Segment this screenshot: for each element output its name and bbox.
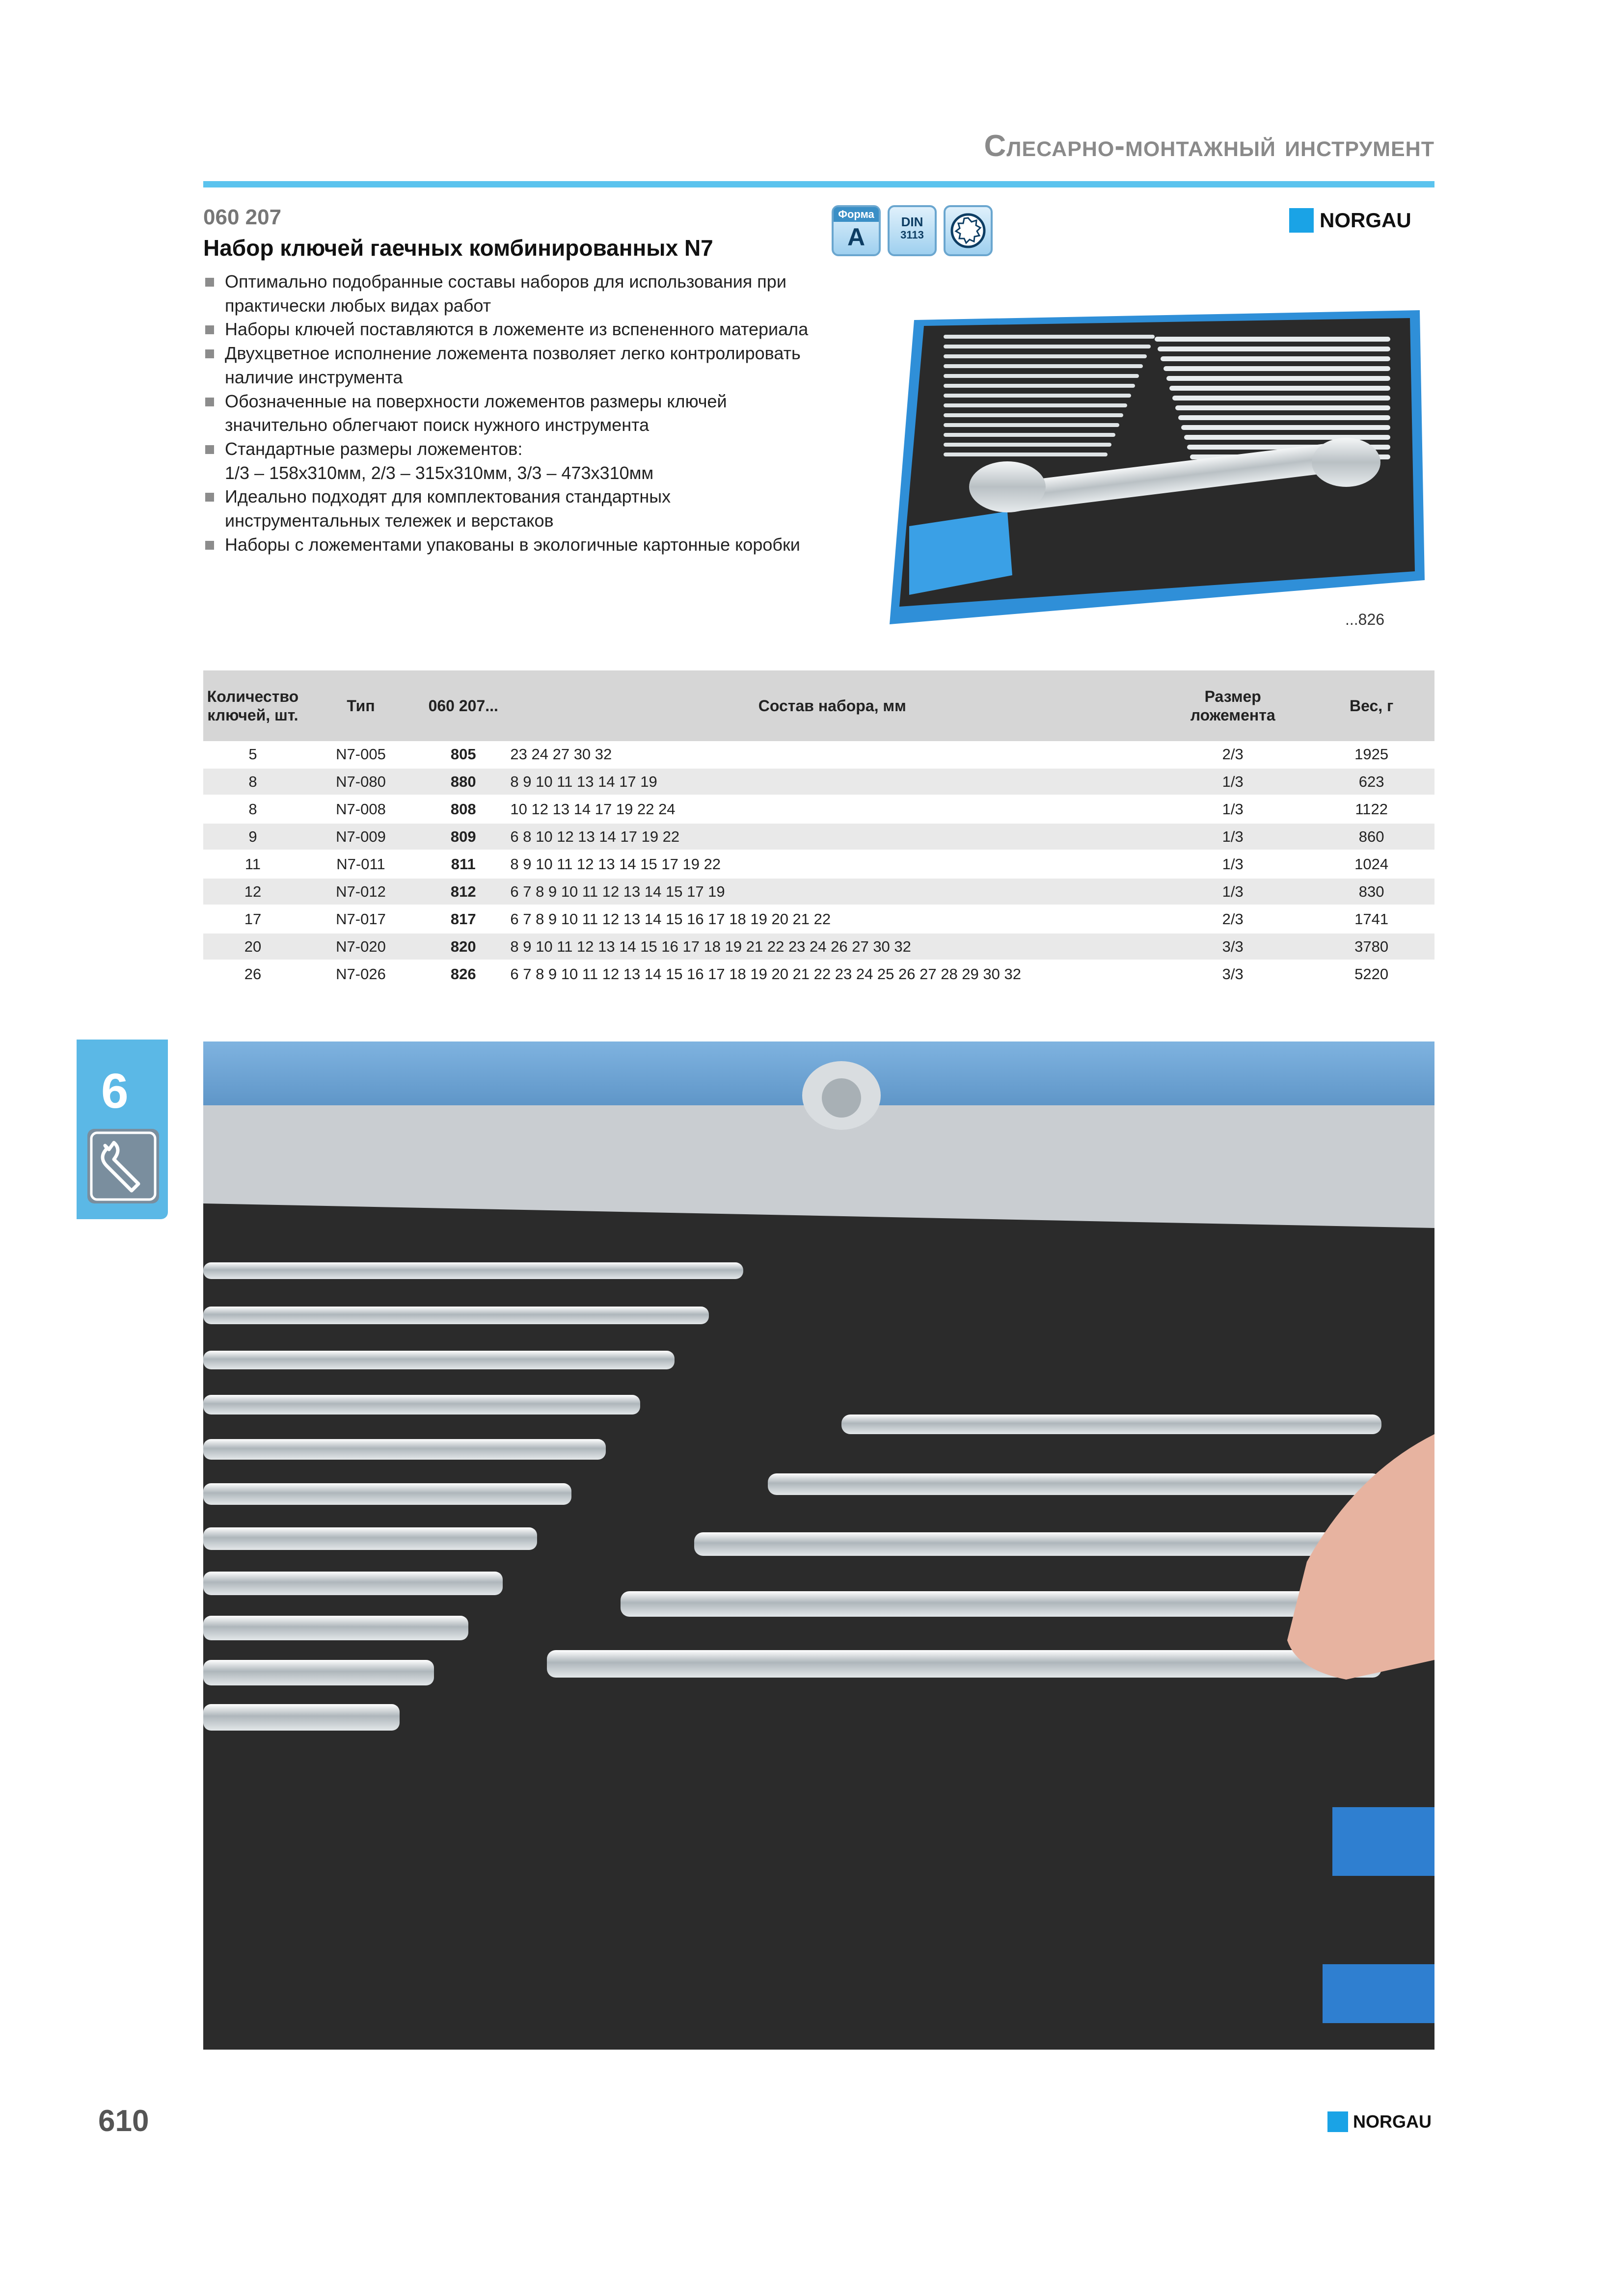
- cell-tray-size: 3/3: [1157, 961, 1308, 988]
- cell-weight: 1741: [1308, 906, 1434, 933]
- feature-item: Наборы с ложементами упакованы в экологичные картонные коробки: [203, 533, 817, 557]
- cell-qty: 11: [203, 851, 302, 878]
- cell-weight: 623: [1308, 768, 1434, 796]
- cell-set: 6 7 8 9 10 11 12 13 14 15 16 17 18 19 20 21 22 23 24 25 26 27 28 29 30 32: [507, 961, 1157, 988]
- tray-wrench: [944, 364, 1143, 368]
- cell-type: N7-080: [302, 768, 419, 796]
- brand-square-icon: [1289, 208, 1314, 233]
- tray-wrench: [1178, 415, 1390, 420]
- cell-type: N7-017: [302, 906, 419, 933]
- brand-square-icon: [1327, 2111, 1348, 2132]
- cell-type: N7-020: [302, 933, 419, 961]
- article-number: 060 207: [203, 205, 282, 229]
- spec-table: [203, 670, 1434, 988]
- brand-name: NORGAU: [1320, 209, 1411, 232]
- cell-qty: 8: [203, 768, 302, 796]
- header-weight: Вес, г: [1308, 670, 1434, 741]
- tray-wrench: [1172, 396, 1390, 400]
- table-header-row: [203, 670, 1434, 741]
- form-badge-value: A: [847, 223, 866, 251]
- photo-wrench: [203, 1395, 640, 1415]
- cell-tray-size: 1/3: [1157, 823, 1308, 851]
- photo-wrench: [621, 1591, 1381, 1617]
- cell-weight: 860: [1308, 823, 1434, 851]
- din-badge: [888, 205, 937, 256]
- cell-type: N7-009: [302, 823, 419, 851]
- tray-wrench: [1158, 347, 1390, 351]
- section-title: Слесарно-монтажный инструмент: [984, 129, 1434, 163]
- cell-type: N7-008: [302, 796, 419, 823]
- product-title: Набор ключей гаечных комбинированных N7: [203, 235, 713, 261]
- din-badge-line1: DIN: [901, 214, 923, 229]
- header-tray-size: Размер ложемента: [1157, 670, 1308, 741]
- photo-caption: ...826: [1345, 611, 1385, 628]
- cell-code: 880: [419, 768, 507, 796]
- cell-code: 809: [419, 823, 507, 851]
- table-row: [203, 823, 1434, 851]
- cell-set: 8 9 10 11 13 14 17 19: [507, 768, 1157, 796]
- cell-qty: 8: [203, 796, 302, 823]
- tray-wrench: [1161, 356, 1390, 361]
- feature-list: [203, 270, 817, 557]
- table-row: [203, 961, 1434, 988]
- photo-wrench: [841, 1415, 1381, 1434]
- cell-set: 6 7 8 9 10 11 12 13 14 15 17 19: [507, 878, 1157, 906]
- table-row: [203, 796, 1434, 823]
- table-row: [203, 741, 1434, 768]
- cell-set: 6 7 8 9 10 11 12 13 14 15 16 17 18 19 20 21 22: [507, 906, 1157, 933]
- table-row: [203, 851, 1434, 878]
- cell-tray-size: 2/3: [1157, 741, 1308, 768]
- header-rule: [203, 181, 1434, 187]
- cell-set: 10 12 13 14 17 19 22 24: [507, 796, 1157, 823]
- cell-code: 805: [419, 741, 507, 768]
- tray-wrench: [1166, 376, 1390, 381]
- tray-wrench: [944, 345, 1151, 348]
- tray-wrench: [944, 453, 1108, 456]
- tray-wrench: [1184, 435, 1390, 440]
- main-photo: [203, 1041, 1434, 2050]
- 12-point-ring-icon: [946, 207, 991, 254]
- din-badge-line2: 3113: [900, 229, 924, 241]
- tray-product-photo: [880, 300, 1434, 632]
- photo-wrench: [694, 1532, 1381, 1556]
- table-row: [203, 933, 1434, 961]
- cell-code: 808: [419, 796, 507, 823]
- tray-wrench: [1163, 366, 1390, 371]
- table-row: [203, 906, 1434, 933]
- form-badge: [832, 205, 881, 256]
- header-type: Тип: [302, 670, 419, 741]
- cell-set: 8 9 10 11 12 13 14 15 16 17 18 19 21 22 23 24 26 27 30 32: [507, 933, 1157, 961]
- brand-logo-top: [1289, 208, 1411, 233]
- cell-weight: 1024: [1308, 851, 1434, 878]
- cell-code: 817: [419, 906, 507, 933]
- cell-tray-size: 1/3: [1157, 796, 1308, 823]
- photo-wrench: [203, 1262, 743, 1279]
- header-qty: Количество ключей, шт.: [203, 670, 302, 741]
- photo-wrench: [203, 1660, 434, 1685]
- photo-wrench: [547, 1650, 1381, 1678]
- cell-code: 812: [419, 878, 507, 906]
- cell-set: 23 24 27 30 32: [507, 741, 1157, 768]
- cell-qty: 17: [203, 906, 302, 933]
- tray-wrench: [944, 354, 1147, 358]
- cell-set: 8 9 10 11 12 13 14 15 17 19 22: [507, 851, 1157, 878]
- header-code: 060 207...: [419, 670, 507, 741]
- tray-wrench: [944, 413, 1123, 417]
- tray-wrench: [944, 403, 1127, 407]
- cell-qty: 20: [203, 933, 302, 961]
- cell-tray-size: 3/3: [1157, 933, 1308, 961]
- feature-item: Оптимально подобранные составы наборов для использования при практически любых видах работ: [203, 270, 817, 318]
- feature-item: Обозначенные на поверхности ложементов размеры ключей значительно облегчают поиск нужного инструмента: [203, 390, 817, 437]
- cell-code: 820: [419, 933, 507, 961]
- cell-tray-size: 1/3: [1157, 768, 1308, 796]
- cell-qty: 5: [203, 741, 302, 768]
- table-row: [203, 768, 1434, 796]
- cell-type: N7-026: [302, 961, 419, 988]
- feature-item: Идеально подходят для комплектования стандартных инструментальных тележек и верстаков: [203, 485, 817, 533]
- tray-wrench: [944, 423, 1119, 427]
- feature-item: Наборы ключей поставляются в ложементе из вспененного материала: [203, 318, 817, 342]
- photo-wrench: [768, 1473, 1381, 1495]
- feature-item: Двухцветное исполнение ложемента позволяет легко контролировать наличие инструмента: [203, 342, 817, 389]
- tray-wrench: [1155, 337, 1390, 342]
- cell-type: N7-011: [302, 851, 419, 878]
- tray-wrench: [944, 335, 1155, 339]
- photo-wrench: [203, 1351, 675, 1369]
- cell-qty: 12: [203, 878, 302, 906]
- cell-type: N7-005: [302, 741, 419, 768]
- photo-wrench: [203, 1439, 606, 1460]
- table-row: [203, 878, 1434, 906]
- cell-qty: 9: [203, 823, 302, 851]
- photo-wrench: [203, 1307, 709, 1324]
- tray-wrench: [944, 394, 1131, 398]
- tray-wrench: [944, 443, 1111, 447]
- brand-logo-bottom: [1327, 2111, 1432, 2132]
- cell-tray-size: 2/3: [1157, 906, 1308, 933]
- cell-weight: 1925: [1308, 741, 1434, 768]
- cell-code: 826: [419, 961, 507, 988]
- cell-set: 6 8 10 12 13 14 17 19 22: [507, 823, 1157, 851]
- cell-type: N7-012: [302, 878, 419, 906]
- tray-wrench: [944, 384, 1135, 388]
- cell-tray-size: 1/3: [1157, 851, 1308, 878]
- tray-wrench: [1175, 405, 1390, 410]
- cell-weight: 830: [1308, 878, 1434, 906]
- cell-tray-size: 1/3: [1157, 878, 1308, 906]
- form-badge-caption: Форма: [834, 207, 879, 222]
- cell-weight: 1122: [1308, 796, 1434, 823]
- wrench-icon: [87, 1129, 159, 1203]
- header-set: Состав набора, мм: [507, 670, 1157, 741]
- cell-code: 811: [419, 851, 507, 878]
- tray-wrench: [944, 374, 1139, 378]
- table-body: [203, 741, 1434, 988]
- tray-wrench: [1181, 425, 1390, 430]
- photo-wrench: [203, 1527, 537, 1550]
- ring-profile-badge: [944, 205, 993, 256]
- feature-item: Стандартные размеры ложементов: 1/3 – 158x310мм, 2/3 – 315x310мм, 3/3 – 473x310мм: [203, 437, 817, 485]
- cell-weight: 5220: [1308, 961, 1434, 988]
- page-number: 610: [98, 2104, 149, 2138]
- tray-wrench: [1169, 386, 1390, 391]
- chapter-number: 6: [101, 1064, 129, 1119]
- photo-wrench: [203, 1483, 571, 1505]
- photo-wrench: [203, 1704, 400, 1731]
- photo-wrench: [203, 1616, 468, 1640]
- tray-wrench: [944, 433, 1115, 437]
- brand-name: NORGAU: [1353, 2111, 1432, 2132]
- photo-wrench: [203, 1572, 503, 1595]
- cell-qty: 26: [203, 961, 302, 988]
- cell-weight: 3780: [1308, 933, 1434, 961]
- chapter-icon-box: [87, 1129, 159, 1203]
